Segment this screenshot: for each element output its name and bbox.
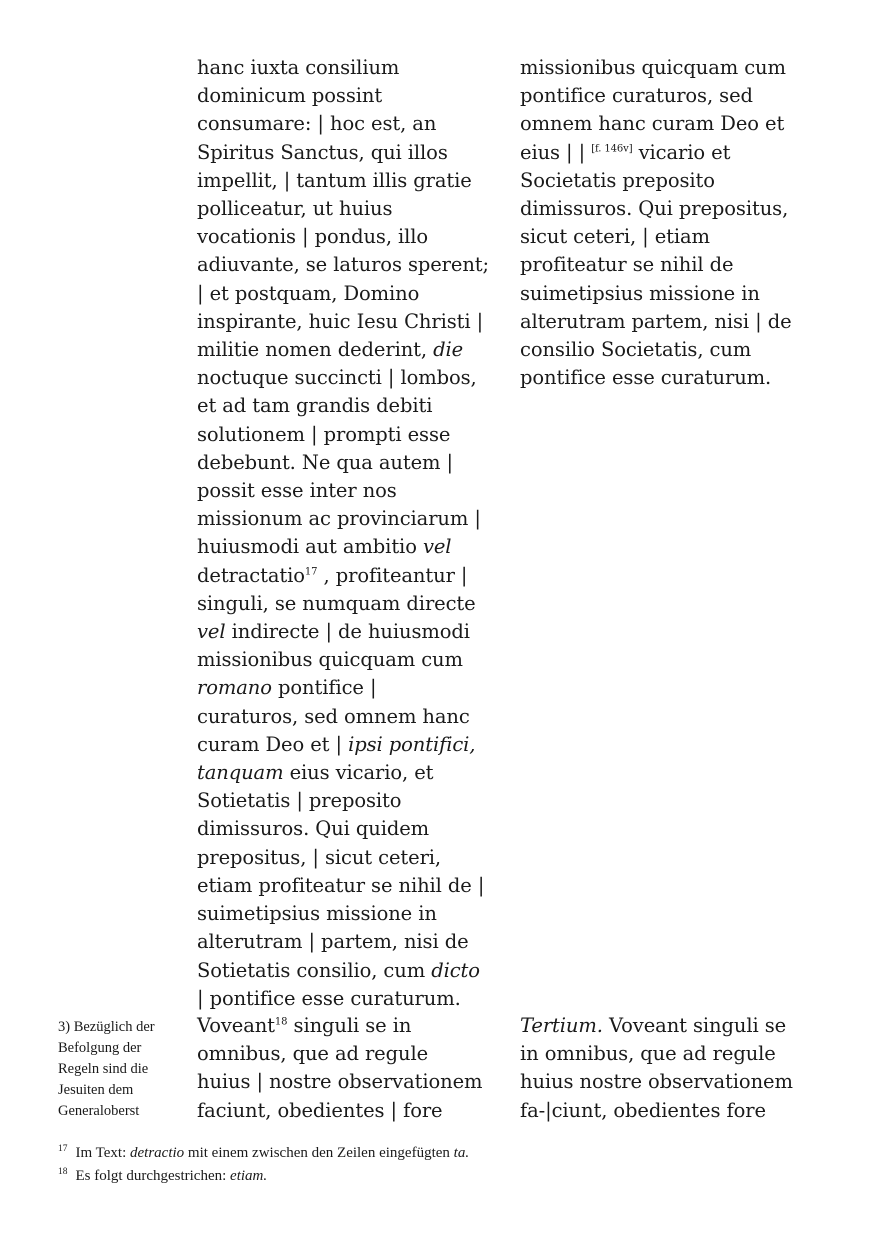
folio-marker: [f. 146v] bbox=[591, 143, 633, 155]
text-run: detractio bbox=[130, 1145, 185, 1161]
text-run: militie nomen dederint, bbox=[197, 338, 434, 362]
footnotes bbox=[58, 1142, 469, 1188]
text-line bbox=[197, 336, 489, 364]
text-line bbox=[197, 590, 489, 618]
footnote bbox=[58, 1165, 469, 1188]
text-line bbox=[197, 139, 489, 167]
text-run: inspirante, huic Iesu Christi | bbox=[197, 309, 484, 333]
text-run: Societatis preposito bbox=[520, 168, 715, 192]
text-run: huius | nostre observationem bbox=[197, 1070, 483, 1094]
text-line bbox=[197, 900, 489, 928]
text-run: tanquam bbox=[197, 761, 284, 785]
margin-note-line: Jesuiten dem bbox=[58, 1082, 134, 1098]
text-run: Voveant bbox=[197, 1014, 275, 1037]
text-run: consilio Societatis, cum bbox=[520, 338, 752, 362]
text-line bbox=[197, 731, 489, 759]
text-line bbox=[520, 336, 792, 364]
text-line bbox=[197, 759, 489, 787]
text-run: dominicum possint bbox=[197, 84, 383, 108]
text-line bbox=[197, 308, 489, 336]
text-run: | pontifice esse curaturum. bbox=[197, 986, 461, 1010]
text-run: dicto bbox=[431, 958, 480, 982]
text-run: pontifice esse curaturum. bbox=[520, 366, 772, 390]
text-run: Es folgt durchgestrichen: bbox=[75, 1168, 231, 1184]
text-line bbox=[197, 872, 489, 900]
text-run: hanc iuxta consilium bbox=[197, 56, 400, 79]
text-line bbox=[197, 646, 489, 674]
text-run: Im Text: bbox=[75, 1145, 130, 1161]
footnote-number: 17 bbox=[58, 1144, 68, 1154]
text-line bbox=[520, 1040, 793, 1068]
text-run: huius nostre observationem bbox=[520, 1070, 793, 1094]
text-run: dimissuros. Qui quidem bbox=[197, 817, 430, 841]
footnote-ref[interactable]: 17 bbox=[304, 566, 318, 578]
text-line bbox=[197, 223, 489, 251]
text-line bbox=[197, 505, 489, 533]
text-line bbox=[520, 167, 792, 195]
text-run: missionum ac provinciarum | bbox=[197, 507, 481, 531]
text-line bbox=[197, 703, 489, 731]
text-run: consumare: | hoc est, an bbox=[197, 112, 437, 136]
text-run: mit einem zwischen den Zeilen eingefügten bbox=[184, 1145, 454, 1161]
text-line bbox=[197, 1012, 482, 1040]
footnote bbox=[58, 1142, 469, 1165]
text-line bbox=[520, 308, 792, 336]
text-run: fa-|ciunt, obedientes fore bbox=[520, 1098, 766, 1122]
left-column-latin-text bbox=[197, 54, 489, 1013]
text-line bbox=[520, 195, 792, 223]
text-run: romano bbox=[197, 676, 272, 700]
text-line bbox=[520, 110, 792, 138]
left-column-latin-text-bottom bbox=[197, 1012, 482, 1125]
text-line bbox=[197, 562, 489, 590]
text-run: Tertium. bbox=[520, 1014, 603, 1037]
text-run: curam Deo et | bbox=[197, 732, 349, 756]
text-run: etiam profiteatur se nihil de | bbox=[197, 873, 485, 897]
text-line bbox=[197, 392, 489, 420]
text-run: curaturos, sed omnem hanc bbox=[197, 704, 470, 728]
text-line bbox=[197, 251, 489, 279]
text-line bbox=[197, 195, 489, 223]
text-line bbox=[520, 139, 792, 167]
right-column-latin-text bbox=[520, 54, 792, 392]
text-line bbox=[520, 54, 792, 82]
text-run: , profiteantur | bbox=[317, 563, 468, 587]
text-run: huiusmodi aut ambitio bbox=[197, 535, 423, 559]
text-run: singuli, se numquam directe bbox=[197, 591, 476, 615]
text-line bbox=[520, 364, 792, 392]
text-run: possit esse inter nos bbox=[197, 479, 397, 503]
right-column-latin-text-bottom bbox=[520, 1012, 793, 1125]
text-run: singuli se in bbox=[287, 1014, 412, 1037]
text-line bbox=[520, 82, 792, 110]
text-run: polliceatur, ut huius bbox=[197, 197, 393, 221]
text-line bbox=[197, 477, 489, 505]
text-line bbox=[520, 1097, 793, 1125]
text-run: pontifice curaturos, sed bbox=[520, 84, 753, 108]
text-run: Spiritus Sanctus, qui illos bbox=[197, 140, 448, 164]
text-line bbox=[197, 1097, 482, 1125]
text-run: Sotietatis consilio, cum bbox=[197, 958, 432, 982]
text-line bbox=[197, 449, 489, 477]
text-line bbox=[197, 1040, 482, 1068]
text-run: suimetipsius missione in bbox=[197, 902, 437, 926]
text-line bbox=[197, 674, 489, 702]
text-run: die bbox=[433, 338, 464, 362]
text-line bbox=[520, 251, 792, 279]
text-line bbox=[197, 421, 489, 449]
text-run: missionibus quicquam cum bbox=[520, 56, 786, 79]
text-run: faciunt, obedientes | fore bbox=[197, 1098, 443, 1122]
margin-note bbox=[58, 1017, 155, 1122]
text-run: profiteatur se nihil de bbox=[520, 253, 734, 277]
text-run: detractatio bbox=[197, 563, 305, 587]
text-run: alterutram partem, nisi | de bbox=[520, 309, 792, 333]
text-run: | et postquam, Domino bbox=[197, 281, 420, 305]
text-run: pontifice | bbox=[271, 676, 377, 700]
text-run: debebunt. Ne qua autem | bbox=[197, 450, 453, 474]
text-line bbox=[197, 957, 489, 985]
text-run: in omnibus, que ad regule bbox=[520, 1042, 776, 1066]
text-line bbox=[197, 1068, 482, 1096]
text-run: missionibus quicquam cum bbox=[197, 648, 463, 672]
margin-note-line: Befolgung der bbox=[58, 1040, 142, 1056]
text-line bbox=[197, 167, 489, 195]
text-line bbox=[197, 844, 489, 872]
text-line bbox=[197, 815, 489, 843]
text-line bbox=[520, 280, 792, 308]
margin-note-line: Regeln sind die bbox=[58, 1061, 149, 1077]
footnote-ref[interactable]: 18 bbox=[274, 1016, 288, 1028]
text-run: omnibus, que ad regule bbox=[197, 1042, 429, 1066]
text-run: impellit, | tantum illis gratie bbox=[197, 168, 472, 192]
text-line bbox=[197, 280, 489, 308]
text-run: Sotietatis | preposito bbox=[197, 789, 402, 813]
text-line bbox=[197, 928, 489, 956]
text-run: vocationis | pondus, illo bbox=[197, 225, 429, 249]
text-run: etiam. bbox=[230, 1168, 268, 1184]
text-run: noctuque succincti | lombos, bbox=[197, 366, 477, 390]
text-line bbox=[520, 223, 792, 251]
text-run: vicario et bbox=[632, 140, 731, 164]
margin-note-line: 3) Bezüglich der bbox=[58, 1019, 155, 1035]
text-run: alterutram | partem, nisi de bbox=[197, 930, 469, 954]
text-line bbox=[197, 54, 489, 82]
text-run: vel bbox=[422, 535, 452, 559]
text-line bbox=[197, 787, 489, 815]
text-run: sicut ceteri, | etiam bbox=[520, 225, 710, 249]
text-line bbox=[197, 110, 489, 138]
text-run: dimissuros. Qui prepositus, bbox=[520, 197, 789, 221]
text-run: omnem hanc curam Deo et bbox=[520, 112, 785, 136]
text-run: eius | | bbox=[520, 140, 592, 164]
text-run: vel bbox=[197, 620, 226, 644]
text-run: eius vicario, et bbox=[283, 761, 434, 785]
text-run: ipsi pontifici, bbox=[348, 732, 476, 756]
text-run: adiuvante, se laturos sperent; bbox=[197, 253, 490, 277]
margin-note-line: Generaloberst bbox=[58, 1103, 140, 1119]
text-line bbox=[197, 985, 489, 1013]
text-run: Voveant singuli se bbox=[602, 1014, 787, 1037]
text-line bbox=[197, 82, 489, 110]
text-run: indirecte | de huiusmodi bbox=[225, 620, 470, 644]
text-line bbox=[197, 533, 489, 561]
text-run: et ad tam grandis debiti bbox=[197, 394, 433, 418]
text-run: ta. bbox=[453, 1145, 470, 1161]
text-line bbox=[520, 1068, 793, 1096]
text-run: prepositus, | sicut ceteri, bbox=[197, 845, 442, 869]
footnote-number: 18 bbox=[58, 1167, 68, 1177]
text-line bbox=[197, 364, 489, 392]
text-line bbox=[520, 1012, 793, 1040]
text-run: suimetipsius missione in bbox=[520, 281, 760, 305]
text-run: solutionem | prompti esse bbox=[197, 422, 451, 446]
text-line bbox=[197, 618, 489, 646]
